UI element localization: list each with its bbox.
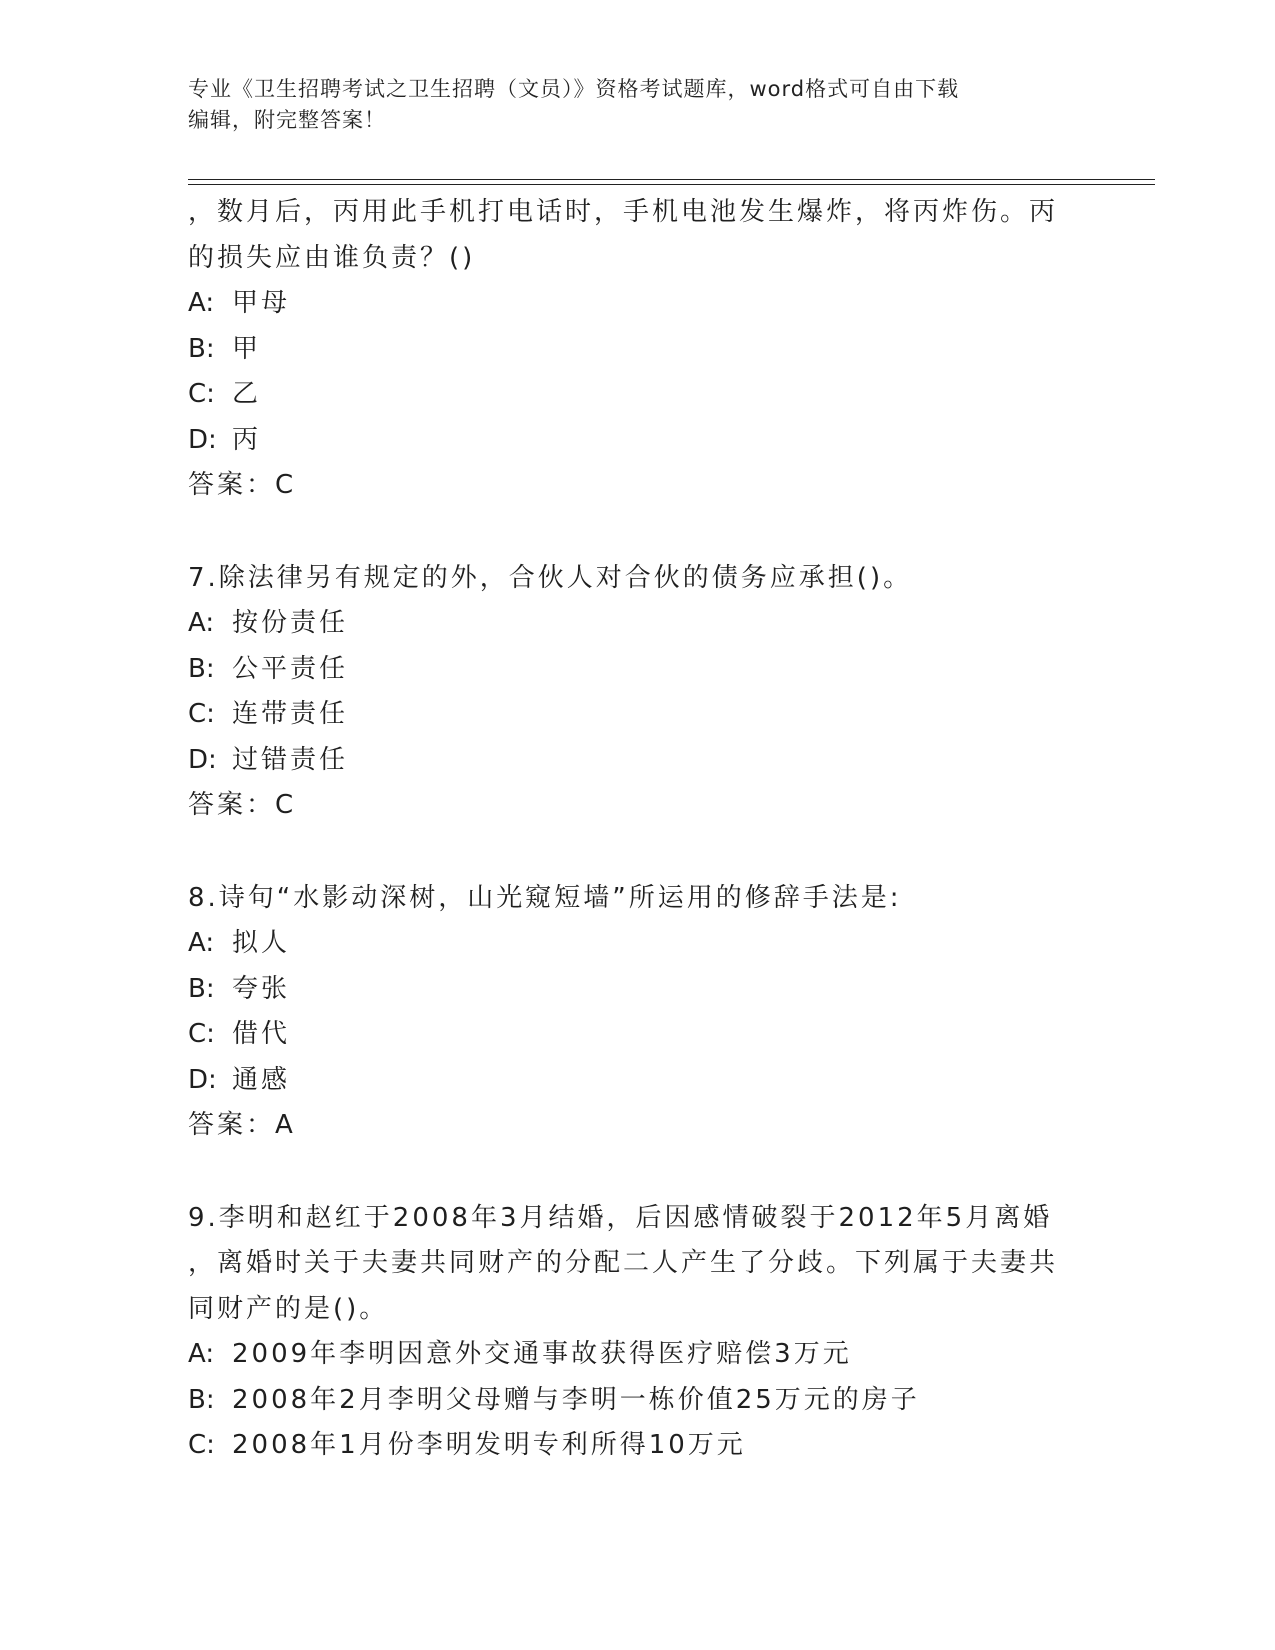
option-letter: B: — [188, 1384, 215, 1415]
option-text: 2008年1月份李明发明专利所得10万元 — [232, 1430, 746, 1460]
header-divider-top — [188, 179, 1155, 180]
option-letter: D: — [188, 1064, 217, 1095]
option-letter: B: — [188, 333, 215, 364]
question-list — [188, 190, 1088, 1469]
question-stem-line: ，离婚时关于夫妻共同财产的分配二人产生了分歧。下列属于夫妻共 — [188, 1248, 1059, 1278]
option-letter: D: — [188, 744, 217, 775]
option-text: 连带责任 — [232, 699, 349, 729]
option-text: 公平责任 — [232, 653, 349, 684]
header-divider-bottom — [188, 184, 1155, 185]
question-stem-line: ，数月后，丙用此手机打电话时，手机电池发生爆炸，将丙炸伤。丙 — [188, 197, 1059, 227]
option-a — [188, 921, 1088, 967]
option-d — [188, 418, 1088, 464]
question-stem-line: 的损失应由谁负责？() — [188, 242, 476, 273]
question-block — [188, 876, 1088, 1149]
option-d — [188, 1058, 1088, 1104]
option-text: 2009年李明因意外交通事故获得医疗赔偿3万元 — [232, 1339, 852, 1369]
header-line-1: 专业《卫生招聘考试之卫生招聘（文员）》资格考试题库，word格式可自由下载 — [188, 77, 960, 101]
option-b — [188, 1378, 1088, 1424]
option-c — [188, 692, 1088, 738]
option-c — [188, 1012, 1088, 1058]
option-letter: C: — [188, 1430, 215, 1460]
header-line-2: 编辑，附完整答案！ — [188, 108, 386, 132]
option-a — [188, 281, 1088, 327]
option-letter: A: — [188, 288, 215, 318]
option-letter: C: — [188, 379, 215, 409]
option-text: 借代 — [232, 1019, 291, 1049]
option-text: 按份责任 — [232, 608, 349, 638]
option-text: 丙 — [232, 424, 262, 455]
option-text: 2008年2月李明父母赠与李明一栋价值25万元的房子 — [232, 1384, 920, 1415]
option-c — [188, 1423, 1088, 1469]
question-stem-line: 同财产的是()。 — [188, 1293, 389, 1324]
option-a — [188, 1332, 1088, 1378]
option-b — [188, 327, 1088, 373]
option-letter: A: — [188, 928, 215, 958]
option-letter: C: — [188, 1019, 215, 1049]
document-header — [188, 74, 1088, 136]
option-d — [188, 738, 1088, 784]
question-stem-line: 8.诗句“水影动深树，山光窥短墙”所运用的修辞手法是: — [188, 882, 902, 913]
option-b — [188, 647, 1088, 693]
option-text: 甲母 — [232, 288, 291, 318]
option-a — [188, 601, 1088, 647]
option-text: 拟人 — [232, 928, 291, 958]
answer-line: 答案：A — [188, 1110, 296, 1140]
option-text: 通感 — [232, 1064, 291, 1095]
option-text: 乙 — [232, 379, 262, 409]
option-letter: C: — [188, 699, 215, 729]
question-block — [188, 1196, 1088, 1469]
answer-line: 答案：C — [188, 790, 297, 820]
option-text: 夸张 — [232, 973, 291, 1004]
option-text: 甲 — [232, 333, 262, 364]
option-letter: D: — [188, 424, 217, 455]
question-block — [188, 556, 1088, 829]
option-b — [188, 967, 1088, 1013]
option-letter: A: — [188, 1339, 215, 1369]
option-text: 过错责任 — [232, 744, 349, 775]
question-stem-line: 7.除法律另有规定的外，合伙人对合伙的债务应承担()。 — [188, 562, 913, 593]
option-letter: B: — [188, 973, 215, 1004]
option-c — [188, 372, 1088, 418]
question-stem-line: 9.李明和赵红于2008年3月结婚，后因感情破裂于2012年5月离婚 — [188, 1202, 1053, 1233]
option-letter: A: — [188, 608, 215, 638]
answer-line: 答案：C — [188, 470, 297, 500]
option-letter: B: — [188, 653, 215, 684]
question-block — [188, 190, 1088, 509]
